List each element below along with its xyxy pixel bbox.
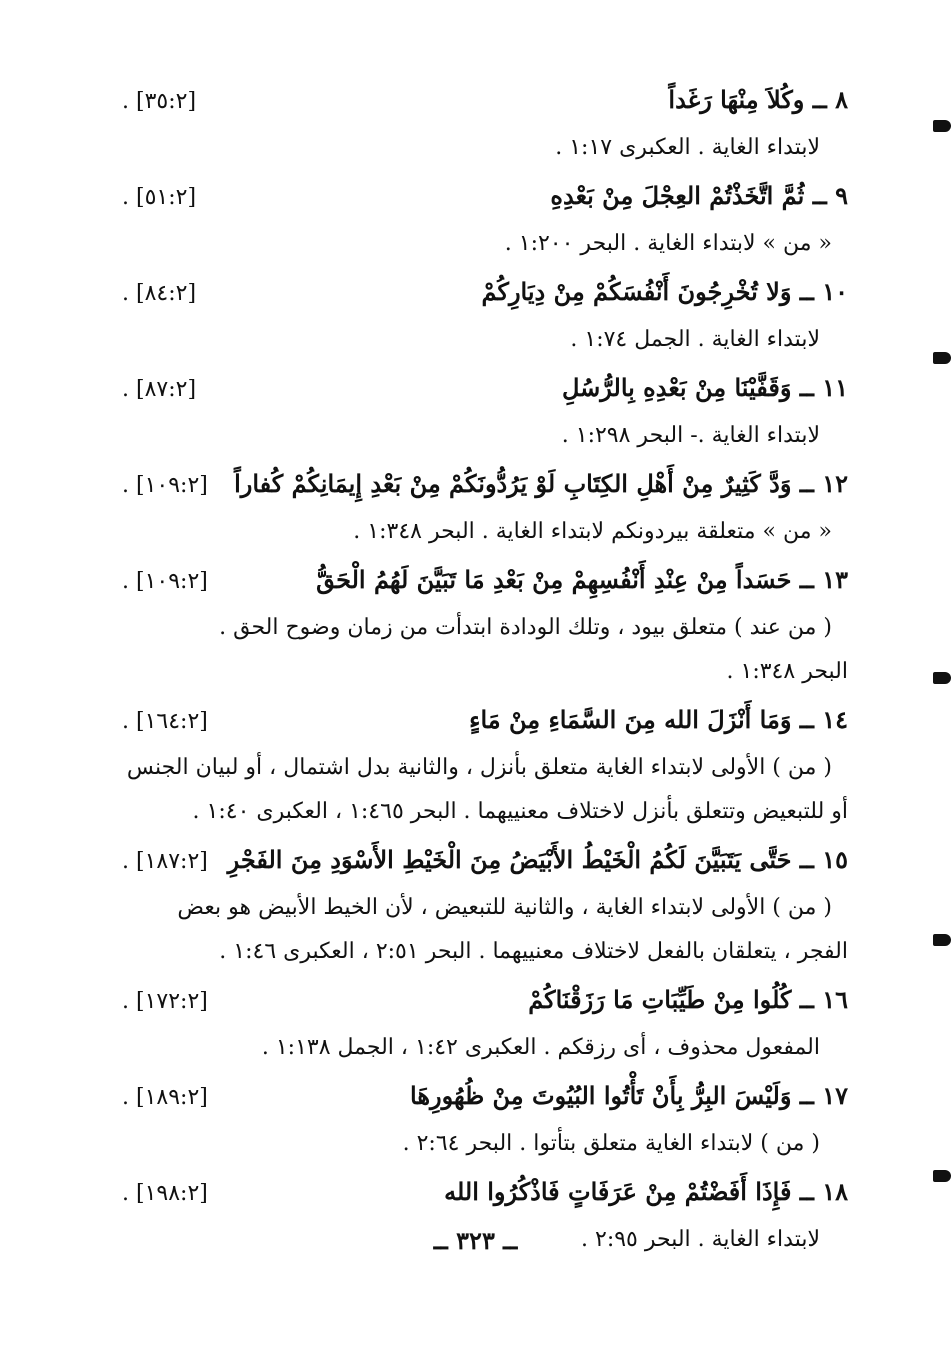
note-line: ( من ) الأولى لابتداء الغاية متعلق بأنزل ، والثانية بدل اشتمال ، أو لبيان الجنس bbox=[126, 755, 832, 780]
verse-text: ١٢ ــ وَدَّ كَثِيرٌ مِنْ أَهْلِ الكِتَابِ لَوْ يَرُدُّونَكُمْ مِنْ بَعْدِ إِيمَانِكُمْ كُفاراً bbox=[234, 469, 848, 498]
verse-reference: . [١٠٩:٢] bbox=[122, 473, 208, 498]
verse-line bbox=[122, 170, 848, 222]
verse-line bbox=[122, 554, 848, 606]
note-line: الفجر ، يتعلقان بالفعل لاختلاف معنييهما . البحر ٢:٥١ ، العكبرى ١:٤٦ . bbox=[219, 939, 848, 964]
margin-mark bbox=[933, 120, 951, 132]
entry-12 bbox=[122, 458, 848, 554]
note-line: ( من ) لابتداء الغاية متعلق بتأتوا . البحر ٢:٦٤ . bbox=[402, 1131, 820, 1156]
verse-text: ١١ ــ وَقَفَّيْنَا مِنْ بَعْدِهِ بِالرُّسُلِ bbox=[561, 373, 848, 402]
note-line: لابتداء الغاية . البحر ٢:٩٥ . bbox=[581, 1227, 820, 1252]
verse-reference: . [١٨٩:٢] bbox=[122, 1085, 208, 1110]
verse-reference: . [٨٧:٢] bbox=[122, 377, 197, 402]
entry-16 bbox=[122, 974, 848, 1070]
verse-line bbox=[122, 694, 848, 746]
note-line: ( من عند ) متعلق بيود ، وتلك الودادة ابتدأت من زمان وضوح الحق . bbox=[219, 615, 832, 640]
page-number: ــ ٣٢٣ ــ bbox=[433, 1226, 518, 1255]
note-line: البحر ١:٣٤٨ . bbox=[726, 659, 848, 684]
verse-reference: . [١٦٤:٢] bbox=[122, 709, 208, 734]
note-line: أو للتبعيض وتتعلق بأنزل لاختلاف معنييهما . البحر ١:٤٦٥ ، العكبرى ١:٤٠ . bbox=[192, 799, 848, 824]
verse-reference: . [٣٥:٢] bbox=[122, 89, 197, 114]
note-line: « من » متعلقة بيردونكم لابتداء الغاية . البحر ١:٣٤٨ . bbox=[353, 519, 832, 544]
note-line: لابتداء الغاية . الجمل ١:٧٤ . bbox=[570, 327, 820, 352]
entry-13 bbox=[122, 554, 848, 694]
verse-line bbox=[122, 1070, 848, 1122]
note-line: لابتداء الغاية . العكبرى ١:١٧ . bbox=[555, 135, 820, 160]
verse-text: ٨ ــ وكُلاَ مِنْهَا رَغَداً bbox=[668, 85, 848, 114]
entry-9 bbox=[122, 170, 848, 266]
note-line: المفعول محذوف ، أى رزقكم . العكبرى ١:٤٢ ، الجمل ١:١٣٨ . bbox=[261, 1035, 820, 1060]
entry-15 bbox=[122, 834, 848, 974]
verse-line bbox=[122, 266, 848, 318]
verse-reference: . [١٨٧:٢] bbox=[122, 849, 208, 874]
note-line: « من » لابتداء الغاية . البحر ١:٢٠٠ . bbox=[504, 231, 832, 256]
verse-text: ١٥ ــ حَتَّى يَتَبَيَّنَ لَكُمُ الْخَيْطُ الأَبْيَضُ مِنَ الْخَيْطِ الأَسْوَدِ مِنَ الفَجْرِ bbox=[227, 845, 848, 874]
page-content bbox=[122, 74, 848, 1262]
entry-10 bbox=[122, 266, 848, 362]
verse-line bbox=[122, 458, 848, 510]
verse-text: ١٣ ــ حَسَداً مِنْ عِنْدِ أَنْفُسِهِمْ مِنْ بَعْدِ مَا تَبَيَّنَ لَهُمُ الْحَقُّ bbox=[316, 565, 848, 594]
margin-mark bbox=[933, 934, 951, 946]
entry-14 bbox=[122, 694, 848, 834]
verse-text: ٩ ــ ثُمَّ اتَّخَذْتُمْ العِجْلَ مِنْ بَعْدِهِ bbox=[550, 181, 848, 210]
note-line: لابتداء الغاية .- البحر ١:٢٩٨ . bbox=[561, 423, 820, 448]
entry-17 bbox=[122, 1070, 848, 1166]
margin-mark bbox=[933, 672, 951, 684]
verse-line bbox=[122, 974, 848, 1026]
verse-reference: . [٥١:٢] bbox=[122, 185, 197, 210]
verse-line bbox=[122, 1166, 848, 1218]
verse-reference: . [١٧٢:٢] bbox=[122, 989, 208, 1014]
verse-text: ١٧ ــ وَلَيْسَ البِرُّ بِأَنْ تَأْتُوا البُيُوتَ مِنْ ظُهُورِهَا bbox=[410, 1081, 848, 1110]
verse-line bbox=[122, 362, 848, 414]
verse-text: ١٨ ــ فَإِذَا أَفَضْتُمْ مِنْ عَرَفَاتٍ فَاذْكُرُوا الله bbox=[444, 1177, 848, 1206]
verse-text: ١٠ ــ وَلا تُخْرِجُونَ أَنْفُسَكُمْ مِنْ دِيَارِكُمْ bbox=[481, 277, 848, 306]
entry-11 bbox=[122, 362, 848, 458]
verse-line bbox=[122, 74, 848, 126]
verse-text: ١٦ ــ كُلُوا مِنْ طَيِّبَاتِ مَا رَزَقْنَاكُمْ bbox=[528, 985, 848, 1014]
margin-mark bbox=[933, 1170, 951, 1182]
verse-text: ١٤ ــ وَمَا أَنْزَلَ الله مِنَ السَّمَاءِ مِنْ مَاءٍ bbox=[469, 705, 848, 734]
entry-8 bbox=[122, 74, 848, 170]
note-line: ( من ) الأولى لابتداء الغاية ، والثانية للتبعيض ، لأن الخيط الأبيض هو بعض bbox=[177, 895, 832, 920]
verse-reference: . [١٩٨:٢] bbox=[122, 1181, 208, 1206]
verse-reference: . [٨٤:٢] bbox=[122, 281, 197, 306]
margin-mark bbox=[933, 352, 951, 364]
verse-line bbox=[122, 834, 848, 886]
verse-reference: . [١٠٩:٢] bbox=[122, 569, 208, 594]
